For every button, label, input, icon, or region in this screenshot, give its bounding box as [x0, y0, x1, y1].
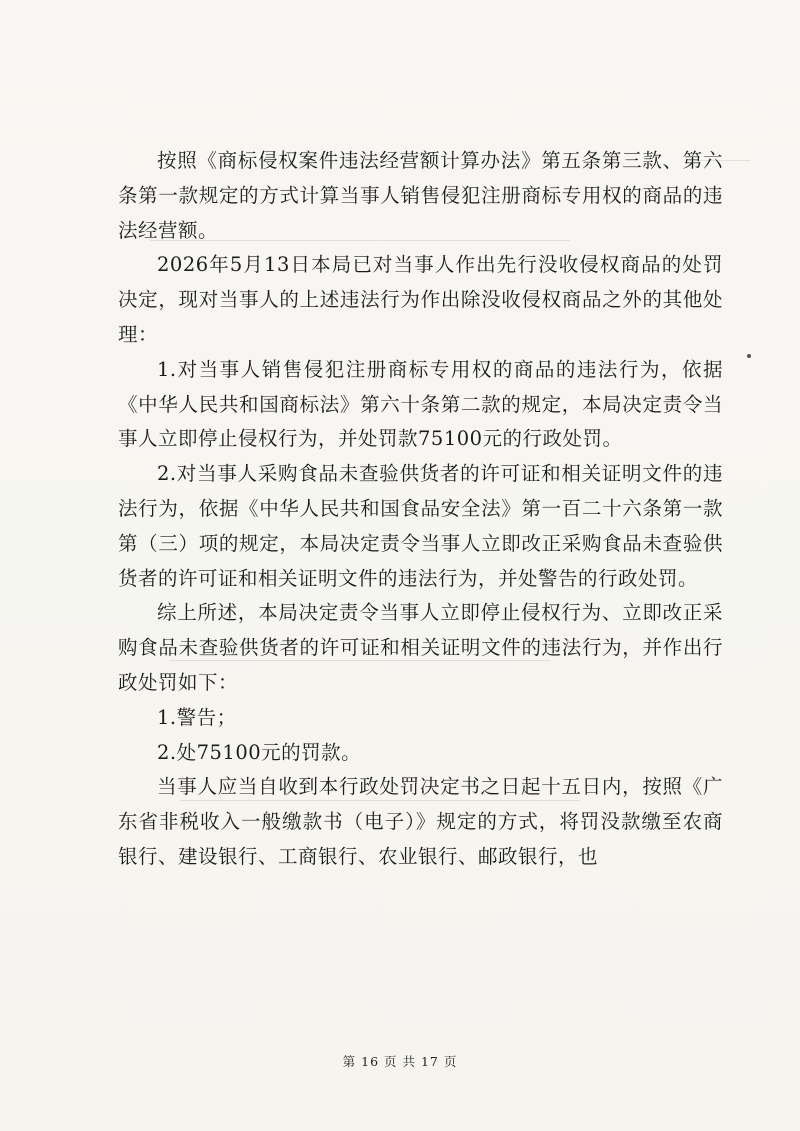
- paragraph-payment-instructions: 当事人应当自收到本行政处罚决定书之日起十五日内，按照《广东省非税收入一般缴款书（电子）》规定的方式，将罚没款缴至农商银行、建设银行、工商银行、农业银行、邮政银行，也: [118, 775, 723, 868]
- paragraph-calculation-method: 按照《商标侵权案件违法经营额计算办法》第五条第三款、第六条第一款规定的方式计算当事人销售侵犯注册商标专用权的商品的违法经营额。: [118, 149, 723, 242]
- paragraph-prior-decision: 2026年5月13日本局已对当事人作出先行没收侵权商品的处罚决定，现对当事人的上述违法行为作出除没收侵权商品之外的其他处理：: [118, 253, 723, 346]
- penalty-item-warning: 1.警告；: [157, 705, 237, 729]
- paragraph-item-1-trademark: 1.对当事人销售侵犯注册商标专用权的商品的违法行为，依据《中华人民共和国商标法》第六十条第二款的规定，本局决定责令当事人立即停止侵权行为，并处罚款75100元的行政处罚。: [118, 357, 723, 451]
- page-number-footer: 第 16 页 共 17 页: [342, 1054, 458, 1069]
- paragraph-item-2-food-safety: 2.对当事人采购食品未查验供货者的许可证和相关证明文件的违法行为，依据《中华人民共和国食品安全法》第一百二十六条第一款第（三）项的规定，本局决定责令当事人立即改正采购食品未查验供货者的许可证和相关证明文件的违法行为，并处警告的行政处罚。: [118, 462, 723, 590]
- penalty-item-fine: 2.处75100元的罚款。: [157, 740, 362, 764]
- document-body: [118, 144, 723, 875]
- scan-speck: [747, 354, 751, 358]
- paragraph-summary: 综上所述，本局决定责令当事人立即停止侵权行为、立即改正采购食品未查验供货者的许可证和相关证明文件的违法行为，并作出行政处罚如下：: [118, 601, 723, 694]
